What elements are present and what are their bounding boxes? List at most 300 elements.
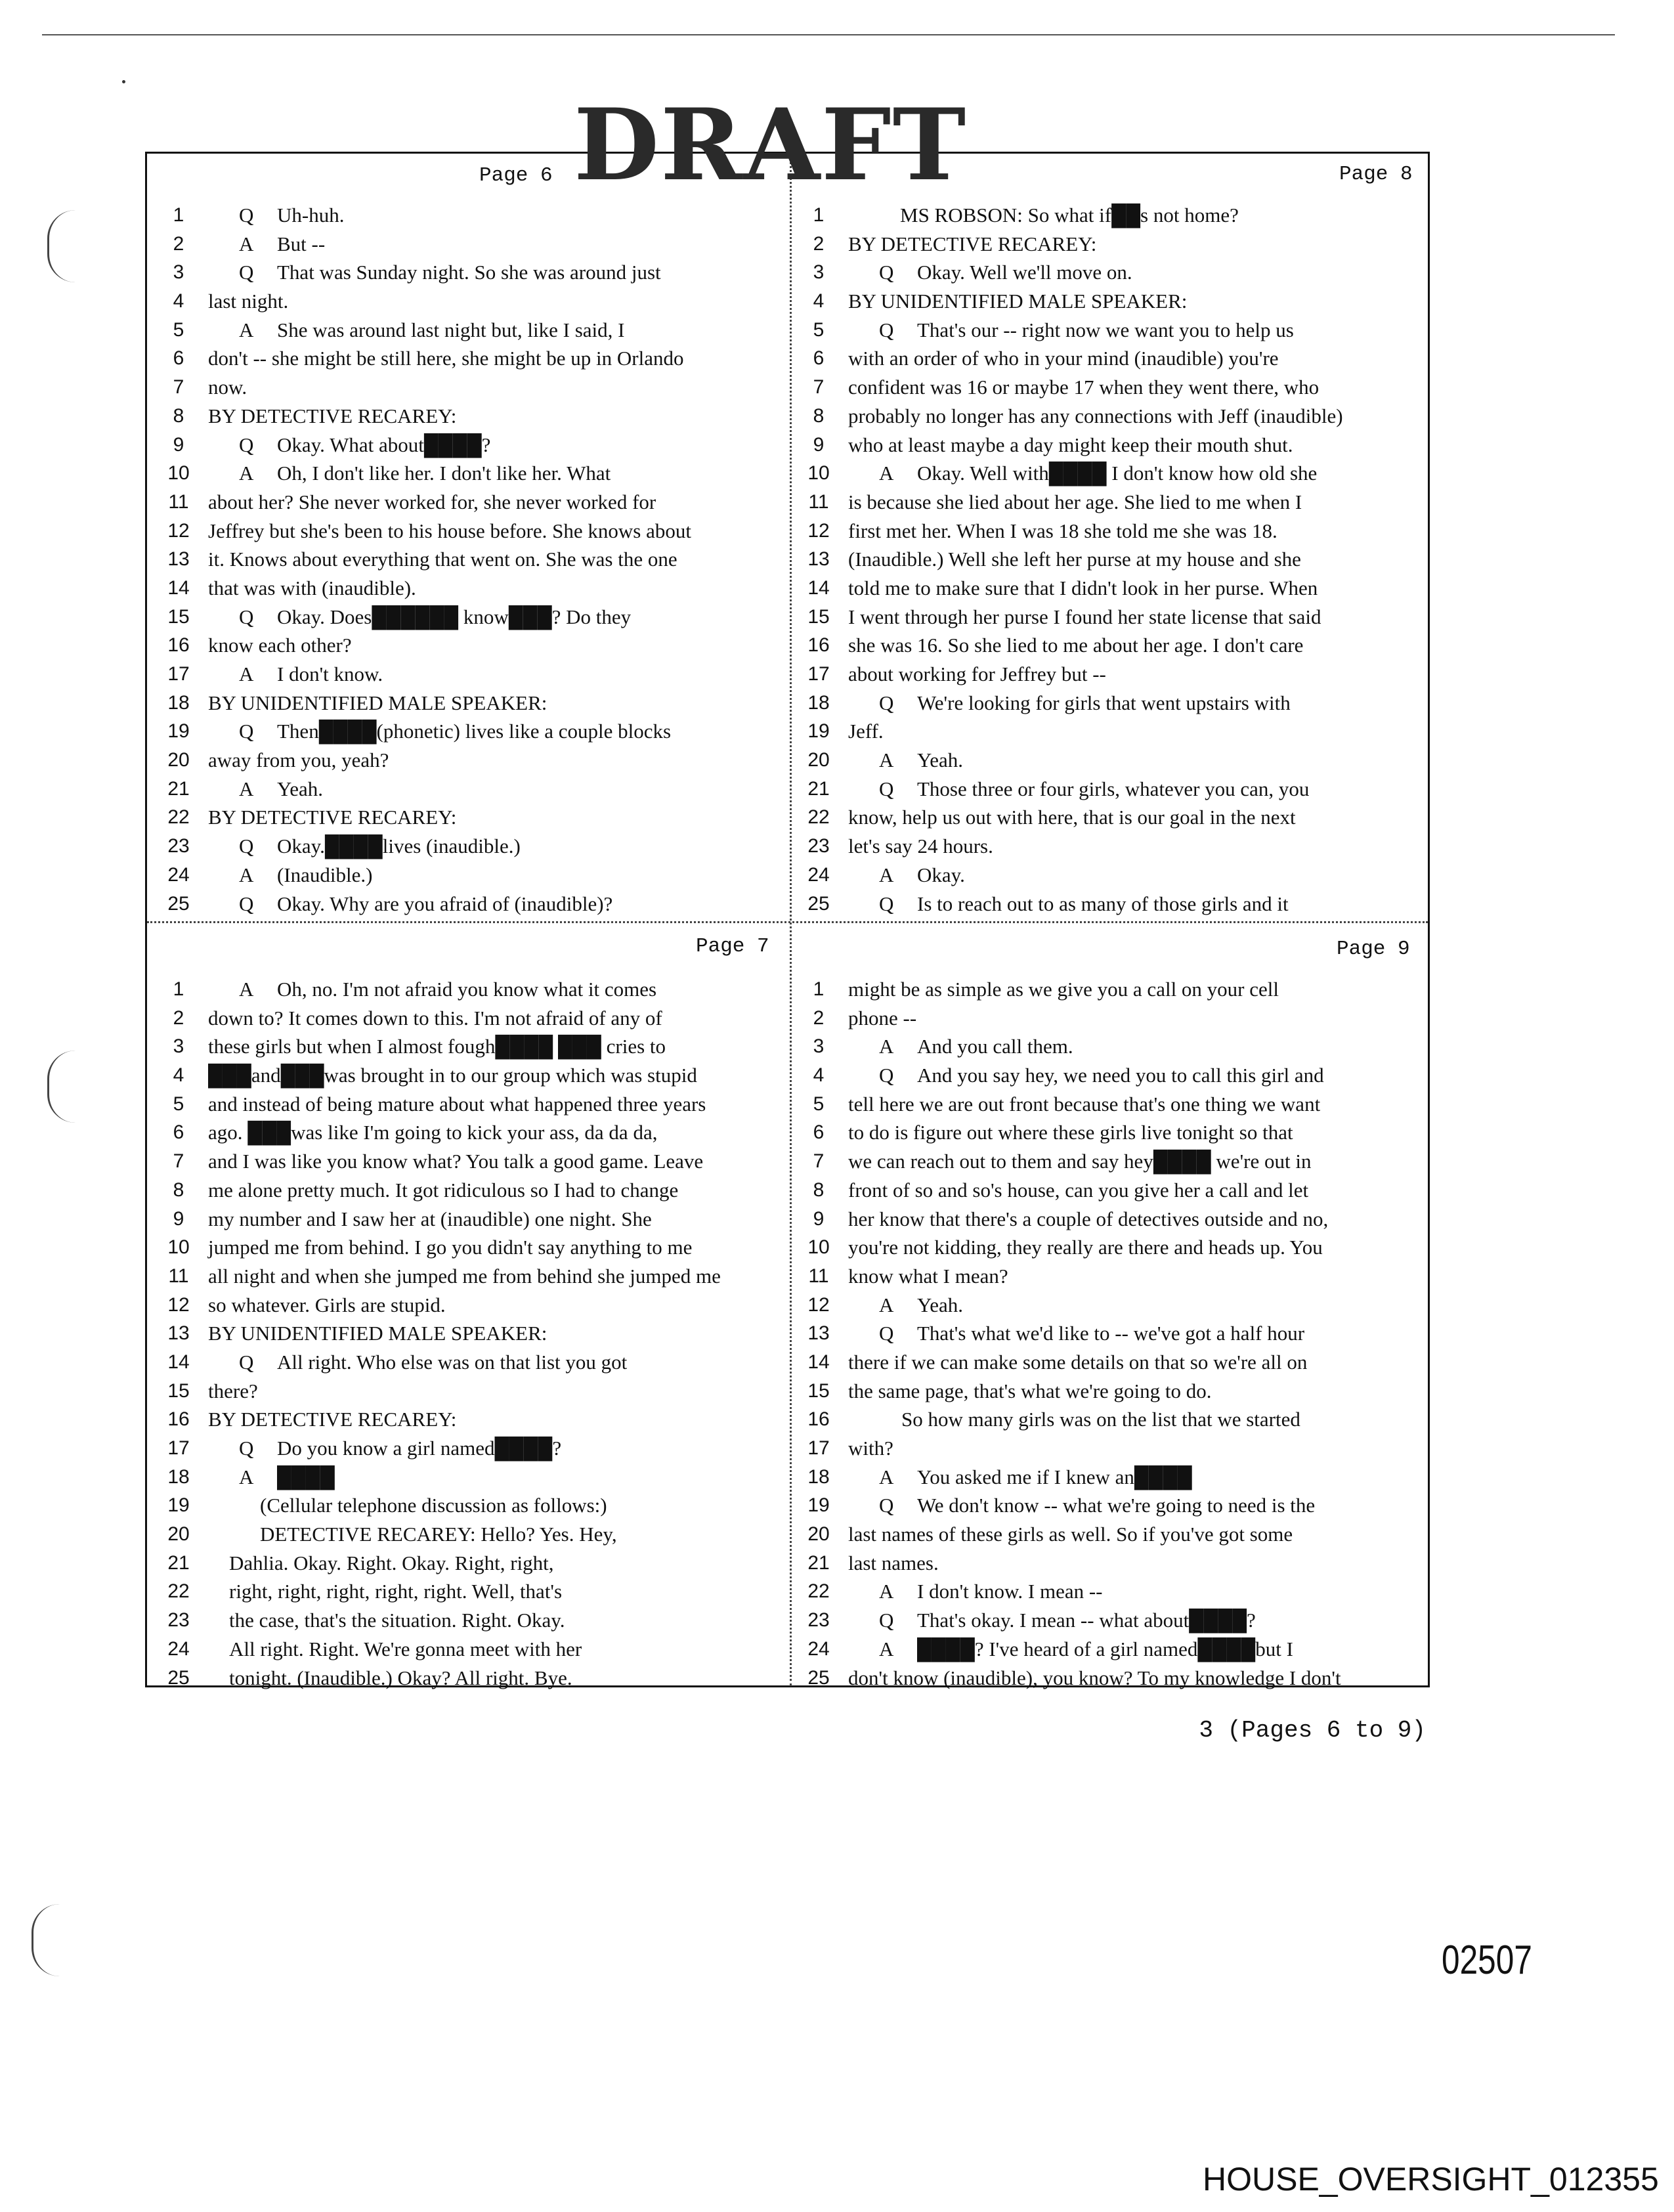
transcript-line — [158, 517, 788, 546]
top-rule — [42, 34, 1615, 35]
line-text: the case, that's the situation. Right. Okay. — [229, 1609, 565, 1632]
speaker-label: A — [879, 748, 894, 772]
transcript-line — [798, 832, 1428, 861]
speaker-label: A — [239, 318, 254, 341]
transcript-line — [158, 660, 788, 689]
speaker-label: A — [879, 863, 894, 886]
transcript-line — [798, 1291, 1428, 1320]
transcript-line — [158, 1491, 788, 1520]
line-number: 12 — [807, 519, 830, 542]
transcript-line — [158, 631, 788, 660]
line-text: ████? I've heard of a girl named████but I — [917, 1637, 1293, 1660]
transcript-line — [798, 545, 1428, 574]
line-text: BY DETECTIVE RECAREY: — [208, 404, 457, 427]
transcript-line — [798, 230, 1428, 259]
transcript-line — [798, 373, 1428, 402]
transcript-line — [798, 603, 1428, 632]
speaker-label: A — [239, 777, 254, 800]
line-number: 25 — [167, 892, 190, 915]
line-text: about her? She never worked for, she never worked for — [208, 490, 656, 513]
line-text: probably no longer has any connections with Jeff (inaudible) — [848, 404, 1343, 427]
speaker-label: Q — [239, 204, 254, 227]
line-text: ████ — [277, 1465, 335, 1488]
line-number: 9 — [813, 1207, 825, 1230]
line-text: BY UNIDENTIFIED MALE SPEAKER: — [208, 691, 547, 714]
hole-punch-mark — [47, 210, 75, 282]
line-number: 22 — [167, 1580, 190, 1603]
speaker-label: Q — [239, 720, 254, 743]
line-number: 12 — [807, 1293, 830, 1316]
batch-number: 02507 — [1442, 1938, 1532, 1983]
line-number: 6 — [173, 347, 184, 370]
transcript-line — [798, 803, 1428, 832]
transcript-page-8 — [798, 201, 1428, 918]
line-text: And you call them. — [917, 1035, 1073, 1058]
line-number: 1 — [813, 978, 825, 1000]
row-divider — [147, 921, 1428, 923]
line-number: 17 — [167, 663, 190, 685]
line-number: 8 — [173, 1179, 184, 1201]
speaker-label: A — [239, 662, 254, 685]
transcript-line — [798, 287, 1428, 316]
transcript-line — [798, 1405, 1428, 1434]
line-number: 24 — [807, 863, 830, 886]
line-number: 11 — [808, 490, 829, 513]
line-text: Yeah. — [277, 777, 324, 800]
line-text: you're not kidding, they really are there and heads up. You — [848, 1236, 1323, 1259]
line-number: 20 — [167, 1523, 190, 1546]
line-text: Jeffrey but she's been to his house before. She knows about — [208, 519, 691, 542]
line-text: there if we can make some details on that so we're all on — [848, 1350, 1308, 1374]
transcript-page-6 — [158, 201, 788, 918]
line-number: 22 — [167, 806, 190, 829]
line-number: 25 — [807, 892, 830, 915]
line-number: 7 — [173, 1150, 184, 1173]
line-number: 23 — [167, 1609, 190, 1632]
line-number: 18 — [807, 691, 830, 714]
line-number: 13 — [167, 548, 190, 571]
transcript-line — [158, 803, 788, 832]
line-number: 5 — [173, 318, 184, 341]
speaker-label: Q — [239, 1350, 254, 1374]
line-text: Okay. — [917, 863, 965, 886]
line-number: 10 — [167, 1236, 190, 1259]
transcript-line — [158, 832, 788, 861]
line-number: 20 — [807, 1523, 830, 1546]
line-text: Do you know a girl named████? — [277, 1437, 562, 1460]
transcript-line — [798, 1319, 1428, 1348]
transcript-line — [798, 459, 1428, 488]
line-text: with an order of who in your mind (inaudible) you're — [848, 347, 1279, 370]
line-text: we can reach out to them and say hey████ we're out in — [848, 1150, 1312, 1173]
line-number: 10 — [167, 462, 190, 485]
line-text: That's okay. I mean -- what about████? — [917, 1609, 1256, 1632]
line-text: my number and I saw her at (inaudible) one night. She — [208, 1207, 652, 1230]
transcript-line — [158, 1463, 788, 1492]
line-text: That's what we'd like to -- we've got a half hour — [917, 1322, 1305, 1345]
line-text: BY DETECTIVE RECAREY: — [208, 806, 457, 829]
line-number: 18 — [167, 691, 190, 714]
transcript-line — [798, 1463, 1428, 1492]
line-text: Yeah. — [917, 748, 964, 772]
transcript-line — [798, 1147, 1428, 1176]
transcript-line — [158, 1405, 788, 1434]
transcript-line — [798, 1491, 1428, 1520]
transcript-line — [798, 775, 1428, 804]
speaker-label: Q — [239, 892, 254, 915]
line-number: 2 — [813, 1007, 825, 1029]
transcript-line — [798, 1004, 1428, 1033]
speaker-label: A — [879, 1637, 894, 1660]
line-number: 9 — [173, 433, 184, 456]
line-number: 25 — [807, 1666, 830, 1689]
transcript-line — [798, 517, 1428, 546]
line-text: ███and███was brought in to our group which was stupid — [208, 1064, 697, 1087]
line-text: Jeff. — [848, 720, 884, 743]
transcript-line — [158, 287, 788, 316]
line-text: first met her. When I was 18 she told me she was 18. — [848, 519, 1277, 542]
line-number: 22 — [807, 1580, 830, 1603]
line-text: All right. Right. We're gonna meet with her — [229, 1637, 582, 1660]
line-text: so whatever. Girls are stupid. — [208, 1293, 446, 1316]
transcript-line — [158, 1090, 788, 1119]
line-text: I don't know. — [277, 662, 383, 685]
line-text: that was with (inaudible). — [208, 576, 416, 599]
transcript-line — [798, 1032, 1428, 1061]
speaker-label: Q — [879, 1609, 894, 1632]
transcript-line — [158, 746, 788, 775]
transcript-line — [798, 1061, 1428, 1090]
line-number: 2 — [813, 232, 825, 255]
page-header-9: Page 9 — [1337, 938, 1410, 961]
line-text: So how many girls was on the list that we started — [901, 1408, 1300, 1431]
line-text: last night. — [208, 290, 289, 313]
line-number: 2 — [173, 232, 184, 255]
line-number: 16 — [167, 1408, 190, 1431]
line-text: Those three or four girls, whatever you can, you — [917, 777, 1310, 800]
line-text: She was around last night but, like I said, I — [277, 318, 625, 341]
hole-punch-mark — [47, 1051, 75, 1123]
line-text: ago. ███was like I'm going to kick your ass, da da da, — [208, 1121, 658, 1144]
line-number: 3 — [173, 261, 184, 284]
transcript-line — [798, 975, 1428, 1004]
line-number: 10 — [807, 462, 830, 485]
line-number: 10 — [807, 1236, 830, 1259]
line-number: 14 — [807, 1351, 830, 1373]
line-number: 19 — [167, 720, 190, 743]
line-number: 20 — [167, 749, 190, 771]
line-text: Then████(phonetic) lives like a couple blocks — [277, 720, 672, 743]
line-number: 22 — [807, 806, 830, 829]
transcript-line — [158, 1377, 788, 1406]
line-number: 21 — [167, 777, 190, 800]
transcript-line — [158, 975, 788, 1004]
speaker-label: Q — [239, 261, 254, 284]
line-text: jumped me from behind. I go you didn't say anything to me — [208, 1236, 693, 1259]
bates-number: HOUSE_OVERSIGHT_012355 — [1203, 2161, 1659, 2198]
line-text: Okay. What about████? — [277, 433, 491, 456]
transcript-line — [798, 258, 1428, 287]
draft-stamp: DRAFT — [574, 96, 968, 194]
transcript-line — [798, 890, 1428, 919]
transcript-line — [158, 1176, 788, 1205]
transcript-line — [798, 660, 1428, 689]
transcript-line — [158, 402, 788, 431]
transcript-line — [798, 1118, 1428, 1147]
line-number: 16 — [807, 1408, 830, 1431]
transcript-line — [798, 488, 1428, 517]
line-number: 15 — [167, 1379, 190, 1402]
line-number: 3 — [813, 261, 825, 284]
line-number: 9 — [173, 1207, 184, 1230]
transcript-line — [798, 1205, 1428, 1234]
line-text: Uh-huh. — [277, 204, 345, 227]
line-number: 1 — [173, 204, 184, 226]
line-number: 6 — [813, 1121, 825, 1144]
line-number: 18 — [167, 1465, 190, 1488]
speaker-label: A — [879, 1293, 894, 1316]
line-text: (Inaudible.) Well she left her purse at my house and she — [848, 548, 1301, 571]
line-number: 8 — [813, 1179, 825, 1201]
transcript-line — [158, 1319, 788, 1348]
transcript-line — [158, 717, 788, 746]
line-text: Okay. Why are you afraid of (inaudible)? — [277, 892, 613, 915]
line-number: 14 — [167, 1351, 190, 1373]
transcript-line — [798, 861, 1428, 890]
transcript-line — [158, 431, 788, 460]
line-number: 4 — [173, 290, 184, 313]
line-text: who at least maybe a day might keep their mouth shut. — [848, 433, 1293, 456]
line-text: now. — [208, 376, 247, 399]
page-header-7: Page 7 — [696, 935, 769, 958]
line-text: is because she lied about her age. She lied to me when I — [848, 490, 1302, 513]
transcript-line — [158, 689, 788, 718]
line-text: tonight. (Inaudible.) Okay? All right. Bye. — [229, 1666, 572, 1689]
transcript-line — [158, 574, 788, 603]
line-number: 5 — [173, 1093, 184, 1115]
line-number: 7 — [173, 376, 184, 399]
line-number: 15 — [167, 605, 190, 628]
line-number: 11 — [168, 490, 189, 513]
line-text: to do is figure out where these girls live tonight so that — [848, 1121, 1293, 1144]
page-header-8: Page 8 — [1339, 163, 1413, 186]
line-text: That's our -- right now we want you to help us — [917, 318, 1294, 341]
speaker-label: Q — [239, 433, 254, 456]
line-number: 24 — [167, 863, 190, 886]
line-number: 17 — [807, 663, 830, 685]
line-text: and I was like you know what? You talk a good game. Leave — [208, 1150, 704, 1173]
line-text: But -- — [277, 232, 326, 255]
line-text: right, right, right, right, right. Well, that's — [229, 1580, 563, 1603]
transcript-line — [798, 717, 1428, 746]
page-header-6: Page 6 — [479, 164, 553, 187]
transcript-line — [158, 1549, 788, 1578]
transcript-line — [798, 316, 1428, 345]
line-number: 24 — [807, 1637, 830, 1660]
line-number: 12 — [167, 519, 190, 542]
line-text: the same page, that's what we're going to do. — [848, 1379, 1212, 1402]
line-text: (Inaudible.) — [277, 863, 373, 886]
line-number: 19 — [167, 1494, 190, 1517]
speaker-label: A — [879, 462, 894, 485]
transcript-line — [798, 1520, 1428, 1549]
transcript-line — [158, 1434, 788, 1463]
transcript-line — [158, 230, 788, 259]
speaker-label: A — [879, 1465, 894, 1488]
speaker-label: A — [239, 1465, 254, 1488]
transcript-page-9 — [798, 975, 1428, 1692]
transcript-line — [158, 1635, 788, 1664]
line-text: All right. Who else was on that list you got — [277, 1350, 628, 1374]
line-number: 1 — [813, 204, 825, 226]
line-text: Oh, I don't like her. I don't like her. What — [277, 462, 611, 485]
transcript-line — [798, 1233, 1428, 1262]
transcript-line — [158, 459, 788, 488]
line-number: 8 — [813, 404, 825, 427]
line-text: don't -- she might be still here, she might be up in Orlando — [208, 347, 684, 370]
speaker-label: Q — [239, 1437, 254, 1460]
line-text: might be as simple as we give you a call on your cell — [848, 978, 1279, 1001]
line-text: MS ROBSON: So what if██s not home? — [900, 204, 1239, 227]
hole-punch-mark — [32, 1904, 60, 1976]
line-number: 14 — [167, 576, 190, 599]
line-text: Yeah. — [917, 1293, 964, 1316]
line-text: know, help us out with here, that is our goal in the next — [848, 806, 1296, 829]
transcript-line — [158, 344, 788, 373]
line-text: I went through her purse I found her state license that said — [848, 605, 1321, 628]
transcript-line — [798, 1606, 1428, 1635]
line-number: 4 — [813, 1064, 825, 1087]
speaker-label: Q — [239, 605, 254, 628]
line-text: these girls but when I almost fough████ ███ cries to — [208, 1035, 666, 1058]
line-number: 23 — [807, 835, 830, 857]
line-number: 8 — [173, 404, 184, 427]
transcript-line — [158, 1262, 788, 1291]
transcript-line — [158, 258, 788, 287]
line-text: her know that there's a couple of detectives outside and no, — [848, 1207, 1329, 1230]
speaker-label: Q — [879, 892, 894, 915]
transcript-line — [158, 1004, 788, 1033]
line-number: 16 — [807, 634, 830, 657]
line-text: front of so and so's house, can you give her a call and let — [848, 1178, 1309, 1202]
line-text: Okay. Well with████ I don't know how old she — [917, 462, 1318, 485]
line-text: me alone pretty much. It got ridiculous so I had to change — [208, 1178, 679, 1202]
line-text: know what I mean? — [848, 1264, 1008, 1288]
line-text: Okay. Does██████ know███? Do they — [277, 605, 632, 628]
speaker-label: Q — [879, 777, 894, 800]
transcript-line — [798, 431, 1428, 460]
line-text: I don't know. I mean -- — [917, 1580, 1103, 1603]
speaker-label: A — [239, 863, 254, 886]
transcript-line — [798, 402, 1428, 431]
line-text: Is to reach out to as many of those girls and it — [917, 892, 1289, 915]
line-text: We don't know -- what we're going to need is the — [917, 1494, 1316, 1517]
line-number: 21 — [807, 1551, 830, 1574]
line-text: That was Sunday night. So she was around just — [277, 261, 661, 284]
line-number: 3 — [813, 1035, 825, 1058]
speaker-label: Q — [879, 691, 894, 714]
line-text: confident was 16 or maybe 17 when they went there, who — [848, 376, 1320, 399]
line-number: 15 — [807, 605, 830, 628]
line-text: know each other? — [208, 634, 352, 657]
line-text: told me to make sure that I didn't look in her purse. When — [848, 576, 1318, 599]
line-text: Okay.████lives (inaudible.) — [277, 835, 521, 858]
line-number: 12 — [167, 1293, 190, 1316]
speaker-label: Q — [879, 318, 894, 341]
transcript-line — [798, 1549, 1428, 1578]
transcript-line — [798, 746, 1428, 775]
line-text: phone -- — [848, 1006, 917, 1030]
transcript-line — [158, 603, 788, 632]
line-text: DETECTIVE RECAREY: Hello? Yes. Hey, — [260, 1523, 617, 1546]
transcript-line — [158, 316, 788, 345]
line-text: BY DETECTIVE RECAREY: — [848, 232, 1097, 255]
transcript-line — [798, 574, 1428, 603]
transcript-line — [158, 890, 788, 919]
transcript-line — [798, 631, 1428, 660]
line-text: And you say hey, we need you to call this girl and — [917, 1064, 1324, 1087]
transcript-line — [158, 1606, 788, 1635]
transcript-line — [798, 1577, 1428, 1606]
line-number: 15 — [807, 1379, 830, 1402]
transcript-line — [158, 1118, 788, 1147]
line-text: all night and when she jumped me from behind she jumped me — [208, 1264, 721, 1288]
scan-speck — [122, 80, 125, 83]
line-number: 3 — [173, 1035, 184, 1058]
speaker-label: Q — [879, 1322, 894, 1345]
transcript-line — [158, 1291, 788, 1320]
line-text: last names. — [848, 1551, 939, 1574]
line-text: BY UNIDENTIFIED MALE SPEAKER: — [848, 290, 1188, 313]
transcript-line — [158, 1520, 788, 1549]
transcript-line — [158, 488, 788, 517]
line-number: 4 — [813, 290, 825, 313]
line-number: 17 — [807, 1437, 830, 1459]
line-number: 20 — [807, 749, 830, 771]
line-text: tell here we are out front because that's one thing we want — [848, 1092, 1321, 1116]
line-text: and instead of being mature about what happened three years — [208, 1092, 706, 1116]
transcript-line — [798, 689, 1428, 718]
line-text: away from you, yeah? — [208, 748, 389, 772]
line-number: 11 — [808, 1265, 829, 1287]
transcript-line — [158, 201, 788, 230]
speaker-label: Q — [879, 1494, 894, 1517]
speaker-label: A — [239, 978, 254, 1001]
transcript-line — [158, 1577, 788, 1606]
line-text: about working for Jeffrey but -- — [848, 662, 1106, 685]
transcript-line — [158, 1147, 788, 1176]
line-text: We're looking for girls that went upstairs with — [917, 691, 1291, 714]
line-text: last names of these girls as well. So if you've got some — [848, 1523, 1293, 1546]
line-text: Oh, no. I'm not afraid you know what it comes — [277, 978, 657, 1001]
line-number: 5 — [813, 1093, 825, 1115]
line-text: (Cellular telephone discussion as follows:) — [260, 1494, 607, 1517]
speaker-label: A — [239, 462, 254, 485]
speaker-label: A — [879, 1580, 894, 1603]
line-number: 7 — [813, 376, 825, 399]
speaker-label: A — [239, 232, 254, 255]
transcript-line — [798, 1348, 1428, 1377]
line-text: Okay. Well we'll move on. — [917, 261, 1132, 284]
transcript-line — [798, 344, 1428, 373]
line-number: 5 — [813, 318, 825, 341]
line-text: don't know (inaudible), you know? To my knowledge I don't — [848, 1666, 1341, 1689]
transcript-line — [158, 1233, 788, 1262]
line-number: 19 — [807, 1494, 830, 1517]
line-number: 6 — [173, 1121, 184, 1144]
line-number: 4 — [173, 1064, 184, 1087]
line-number: 16 — [167, 634, 190, 657]
